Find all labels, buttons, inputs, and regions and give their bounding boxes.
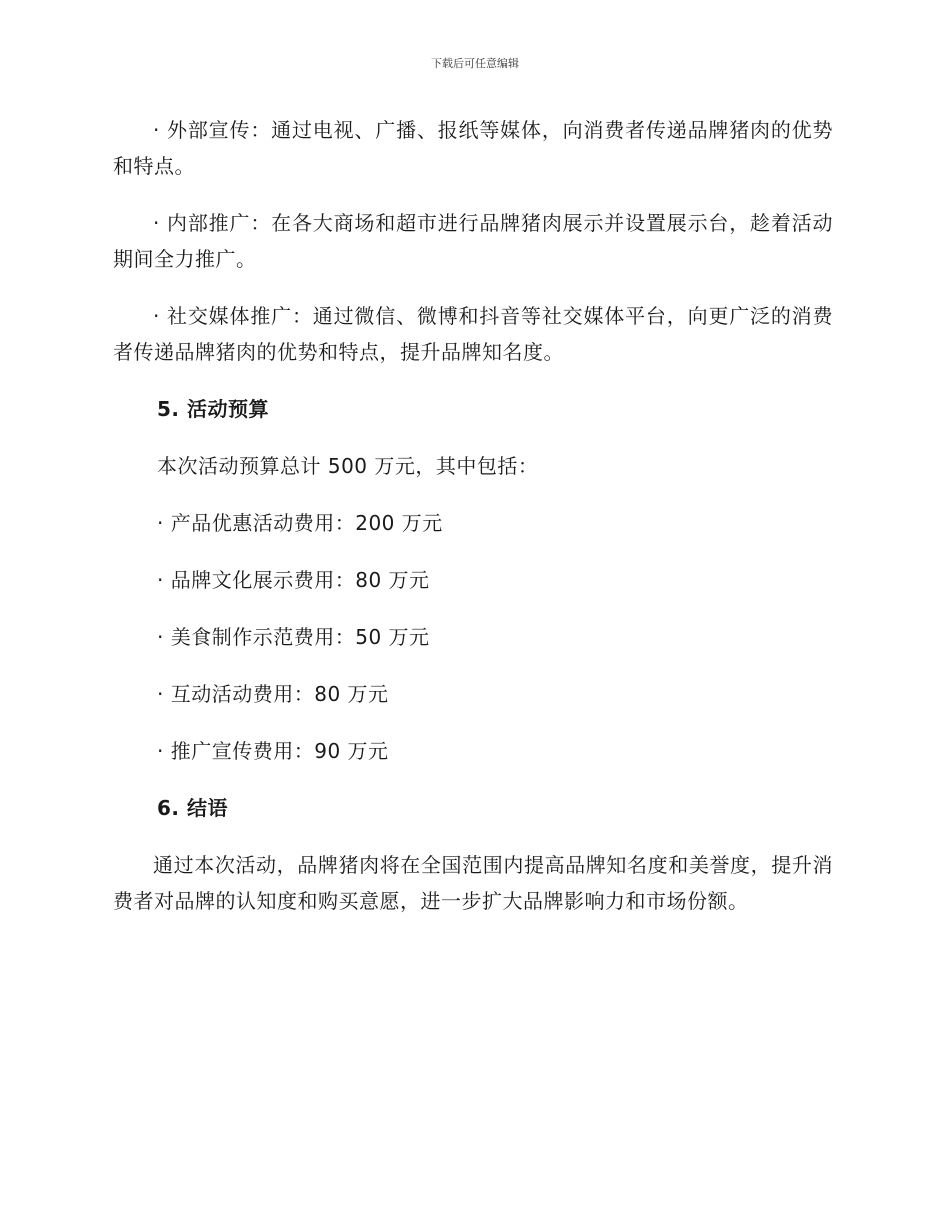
budget-item-discount: · 产品优惠活动费用：200 万元 [157,511,443,535]
promotion-social: · 社交媒体推广：通过微信、微博和抖音等社交媒体平台，向更广泛的消费者传递品牌猪肉的优势和特点，提升品牌知名度。 [113,304,833,364]
budget-item-promotion: · 推广宣传费用：90 万元 [157,739,389,763]
conclusion-heading: 6. 结语 [157,796,228,820]
document-body [113,112,833,940]
promotion-internal: · 内部推广：在各大商场和超市进行品牌猪肉展示并设置展示台，趁着活动期间全力推广。 [113,211,833,271]
budget-item-food-demo: · 美食制作示范费用：50 万元 [157,625,430,649]
promotion-external: · 外部宣传：通过电视、广播、报纸等媒体，向消费者传递品牌猪肉的优势和特点。 [113,118,833,178]
budget-item-interactive: · 互动活动费用：80 万元 [157,682,389,706]
budget-item-brand-culture: · 品牌文化展示费用：80 万元 [157,568,430,592]
budget-heading: 5. 活动预算 [157,397,269,421]
budget-intro: 本次活动预算总计 500 万元，其中包括： [157,454,539,478]
page-header-note: 下载后可任意编辑 [431,57,519,70]
conclusion-text: 通过本次活动，品牌猪肉将在全国范围内提高品牌知名度和美誉度，提升消费者对品牌的认知度和购买意愿，进一步扩大品牌影响力和市场份额。 [113,853,833,913]
